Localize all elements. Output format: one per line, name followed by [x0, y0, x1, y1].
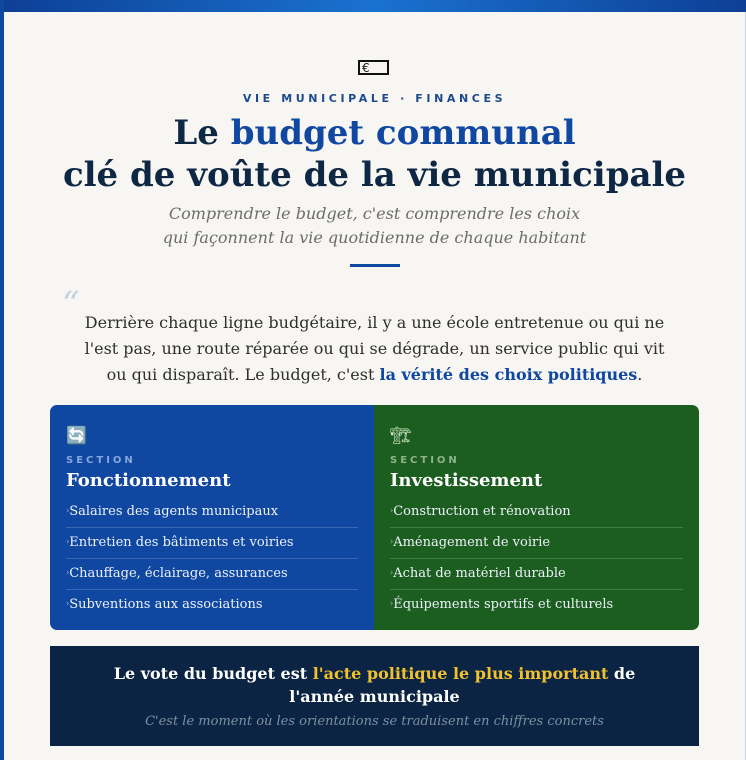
section-title: Fonctionnement: [66, 470, 231, 491]
chevron-right-icon: ›: [66, 506, 70, 515]
page-content: [4, 12, 745, 760]
title-line2: clé de voûte de la vie municipale: [62, 155, 687, 195]
chevron-right-icon: ›: [390, 599, 394, 608]
section-item-list: [66, 497, 358, 620]
quote-line1: Derrière chaque ligne budgétaire, il y a une école entretenue ou qui ne: [84, 313, 665, 332]
quote-mark-icon: “: [62, 284, 80, 324]
chevron-right-icon: ›: [390, 568, 394, 577]
section-kicker: VIE MUNICIPALE · FINANCES: [242, 92, 507, 105]
chevron-right-icon: ›: [390, 506, 394, 515]
chevron-right-icon: ›: [66, 537, 70, 546]
subtitle-line1: Comprendre le budget, c'est comprendre les choix: [168, 204, 581, 223]
pull-quote: [64, 310, 685, 388]
quote-highlight: la vérité des choix politiques: [379, 365, 638, 384]
page-subtitle: [4, 202, 745, 250]
list-item: ›Construction et rénovation: [390, 497, 683, 528]
title-highlight: budget communal: [230, 113, 576, 153]
quote-line2: l'est pas, une route réparée ou qui se dégrade, un service public qui vit: [84, 339, 665, 358]
callout-banner: [50, 646, 699, 746]
chevron-right-icon: ›: [66, 599, 70, 608]
list-item: ›Équipements sportifs et culturels: [390, 597, 614, 612]
banner-prefix: Le vote du budget est: [113, 664, 313, 683]
banner-highlight: l'acte politique le plus important: [312, 664, 609, 683]
section-item-list: [390, 497, 683, 620]
list-item: ›Achat de matériel durable: [390, 559, 683, 590]
quote-line3: ou qui disparaît. Le budget, c'est: [106, 365, 380, 384]
building-construction-icon: 🏗: [390, 426, 412, 446]
banner-headline: [50, 662, 699, 708]
cycle-arrows-icon: 🔄: [66, 426, 88, 446]
subtitle-line2: qui façonnent la vie quotidienne de chaque habitant: [162, 228, 587, 247]
section-label: SECTION: [390, 455, 460, 466]
section-title: Investissement: [390, 470, 543, 491]
list-item: ›Chauffage, éclairage, assurances: [66, 559, 358, 590]
banner-subtext: C'est le moment où les orientations se traduisent en chiffres concrets: [145, 714, 604, 729]
budget-sections: [50, 405, 699, 630]
page-title: [4, 112, 745, 196]
list-item: ›Subventions aux associations: [66, 597, 263, 612]
euro-banknote-icon: €: [358, 60, 389, 75]
section-label: SECTION: [66, 455, 136, 466]
list-item: ›Salaires des agents municipaux: [66, 497, 358, 528]
section-card-investissement: [374, 405, 699, 630]
banner-suffix: de: [608, 664, 636, 683]
section-card-fonctionnement: [50, 405, 374, 630]
quote-suffix: .: [637, 365, 643, 384]
chevron-right-icon: ›: [390, 537, 394, 546]
list-item: ›Aménagement de voirie: [390, 528, 683, 559]
list-item: ›Entretien des bâtiments et voiries: [66, 528, 358, 559]
banner-line2: l'année municipale: [289, 687, 460, 706]
title-prefix: Le: [173, 113, 231, 153]
chevron-right-icon: ›: [66, 568, 70, 577]
title-divider: [350, 264, 400, 267]
